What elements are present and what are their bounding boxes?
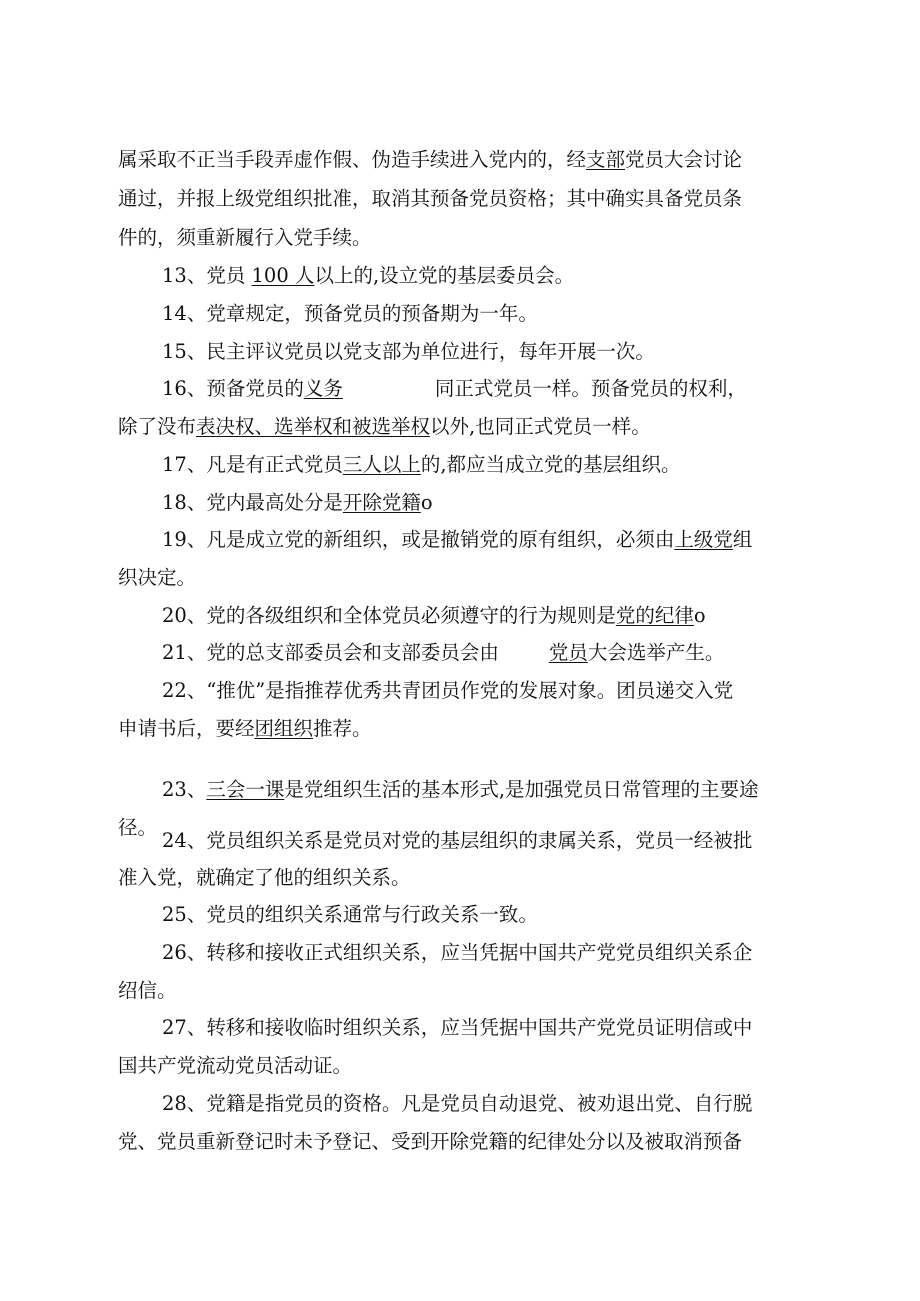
- underlined-answer: 三人以上: [342, 453, 421, 476]
- underlined-answer: 开除党籍: [342, 491, 421, 514]
- text-run: 19、凡是成立党的新组织，或是撤销党的原有组织，必须由: [162, 528, 675, 551]
- text-run: 是党组织生活的基本形式,是加强党员日常管理的主要途: [284, 778, 759, 801]
- text-run: 大会选举产生。: [587, 641, 725, 664]
- underlined-answer: 100 人: [251, 264, 315, 287]
- text-run: 组: [732, 528, 753, 551]
- text-run: 除了没布: [118, 415, 197, 438]
- paragraph-12-line-2: 通过，并报上级党组织批准，取消其预备党员资格；其中确实具备党员条: [118, 187, 743, 210]
- paragraph-22-line-1: 22、“推优”是指推荐优秀共青团员作党的发展对象。团员递交入党: [162, 679, 734, 702]
- text-run: 以外,也同正式党员一样。: [430, 415, 651, 438]
- text-run: 推荐。: [313, 717, 372, 740]
- paragraph-26-line-1: 26、转移和接收正式组织关系，应当凭据中国共产党党员组织关系企: [162, 941, 753, 964]
- text-run: 申请书后，要经: [118, 717, 255, 740]
- text-run: o: [420, 491, 433, 514]
- paragraph-19-line-1: [162, 530, 752, 550]
- underlined-answer: 支部: [586, 148, 626, 171]
- paragraph-12-line-3: 件的，须重新履行入党手续。: [118, 226, 372, 249]
- underlined-answer: 党员: [548, 641, 588, 664]
- paragraph-16-line-2: [118, 417, 651, 437]
- paragraph-22-line-2: [118, 719, 372, 739]
- paragraph-15: 15、民主评议党员以党支部为单位进行，每年开展一次。: [162, 340, 655, 363]
- paragraph-23-line-1: [162, 780, 759, 800]
- paragraph-27-line-1: 27、转移和接收临时组织关系，应当凭据中国共产党党员证明信或中: [162, 1016, 753, 1039]
- text-run: 23、: [162, 778, 207, 801]
- paragraph-14: 14、党章规定，预备党员的预备期为一年。: [162, 302, 538, 325]
- underlined-answer: 三会一课: [206, 778, 285, 801]
- paragraph-23-line-2: 径。: [118, 816, 158, 839]
- paragraph-13: [162, 266, 574, 286]
- paragraph-27-line-2: 国共产党流动党员活动证。: [118, 1054, 353, 1077]
- text-run: 同正式党员一样。预备党员的权利，: [434, 377, 747, 400]
- paragraph-24-line-1: 24、党员组织关系是党员对党的基层组织的隶属关系，党员一经被批: [162, 829, 753, 852]
- underlined-answer: 党的纪律: [615, 604, 694, 627]
- underlined-answer: 上级党: [674, 528, 733, 551]
- paragraph-21: [162, 643, 724, 663]
- text-run: 20、党的各级组织和全体党员必须遵守的行为规则是: [162, 604, 616, 627]
- text-run: o: [693, 604, 706, 627]
- text-run: 以上的,设立党的基层委员会。: [314, 264, 575, 287]
- text-run: 党员大会讨论: [625, 148, 743, 171]
- paragraph-20: [162, 606, 706, 626]
- text-run: 17、凡是有正式党员: [162, 453, 343, 476]
- paragraph-17: [162, 455, 681, 475]
- paragraph-18: [162, 493, 433, 513]
- paragraph-24-line-2: 准入党，就确定了他的组织关系。: [118, 866, 411, 889]
- underlined-answer: 表决权、选举权和被选举权: [196, 415, 431, 438]
- text-run: 的,都应当成立党的基层组织。: [420, 453, 681, 476]
- text-run: 21、党的总支部委员会和支部委员会由: [162, 641, 499, 664]
- paragraph-12-line-1: [118, 150, 742, 170]
- underlined-answer: 义务: [303, 377, 343, 400]
- text-run: 属采取不正当手段弄虚作假、伪造手续进入党内的，经: [118, 148, 587, 171]
- text-run: 18、党内最高处分是: [162, 491, 343, 514]
- text-run: 16、预备党员的: [162, 377, 304, 400]
- paragraph-19-line-2: 织决定。: [118, 566, 197, 589]
- paragraph-28-line-2: 党、党员重新登记时未予登记、受到开除党籍的纪律处分以及被取消预备: [118, 1130, 743, 1153]
- paragraph-16-line-1: [162, 379, 747, 399]
- paragraph-25: 25、党员的组织关系通常与行政关系一致。: [162, 903, 538, 926]
- text-run: 13、党员: [162, 264, 252, 287]
- paragraph-28-line-1: 28、党籍是指党员的资格。凡是党员自动退党、被劝退出党、自行脱: [162, 1092, 753, 1115]
- underlined-answer: 团组织: [254, 717, 314, 740]
- paragraph-26-line-2: 绍信。: [118, 979, 177, 1002]
